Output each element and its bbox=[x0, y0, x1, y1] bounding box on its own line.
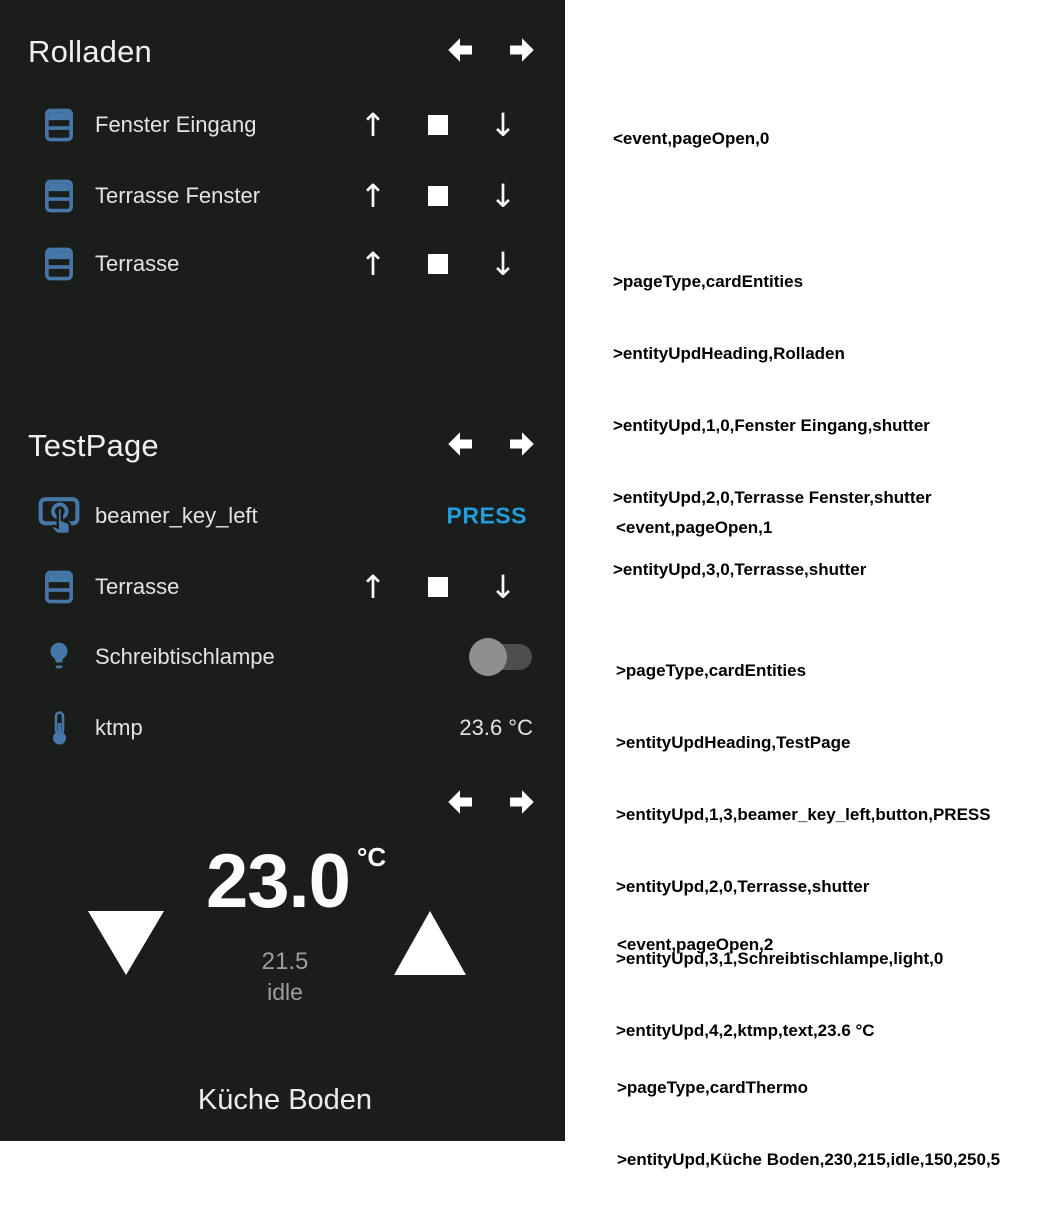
toggle-knob bbox=[469, 638, 507, 676]
light-toggle-switch[interactable] bbox=[470, 644, 532, 670]
shutter-stop-button[interactable] bbox=[428, 115, 448, 135]
log-line: >entityUpd,Küche Boden,230,215,idle,150,250,5 bbox=[617, 1150, 1001, 1169]
entity-label: Schreibtischlampe bbox=[95, 644, 275, 669]
entity-row bbox=[0, 696, 565, 760]
log-line: >pageType,cardEntities bbox=[613, 272, 804, 291]
entity-label: Terrasse bbox=[95, 251, 180, 276]
arrow-right-bold-icon bbox=[503, 32, 541, 68]
shutter-stop-button[interactable] bbox=[428, 254, 448, 274]
hvac-state: idle bbox=[267, 979, 303, 1005]
page-prev-button[interactable] bbox=[441, 784, 479, 820]
window-shutter-icon bbox=[44, 108, 74, 142]
entity-label: Terrasse bbox=[95, 574, 180, 599]
shutter-stop-button[interactable] bbox=[428, 577, 448, 597]
entity-row bbox=[0, 164, 565, 228]
entity-row bbox=[0, 555, 565, 619]
entity-row bbox=[0, 625, 565, 689]
shutter-up-button[interactable]: ↑ bbox=[359, 106, 387, 144]
shutter-down-button[interactable]: ↓ bbox=[489, 177, 517, 215]
entity-label: beamer_key_left bbox=[95, 503, 258, 528]
log-block-page2 bbox=[617, 885, 1000, 1220]
page-prev-button[interactable] bbox=[441, 32, 479, 68]
lightbulb-icon bbox=[46, 641, 72, 673]
log-line: >entityUpd,1,3,beamer_key_left,button,PRESS bbox=[616, 805, 991, 824]
page-next-button[interactable] bbox=[503, 32, 541, 68]
entity-label: ktmp bbox=[95, 715, 143, 740]
thermostat-name: Küche Boden bbox=[197, 1084, 373, 1116]
log-line: >entityUpd,1,0,Fenster Eingang,shutter bbox=[613, 416, 930, 435]
log-line: >entityUpdHeading,TestPage bbox=[616, 733, 851, 752]
log-line: <event,pageOpen,1 bbox=[616, 518, 773, 537]
shutter-down-button[interactable]: ↓ bbox=[489, 245, 517, 283]
entity-row bbox=[0, 484, 565, 548]
log-line: >entityUpdHeading,Rolladen bbox=[613, 344, 845, 363]
shutter-stop-button[interactable] bbox=[428, 186, 448, 206]
entity-label: Fenster Eingang bbox=[95, 112, 257, 137]
log-line: >entityUpd,2,0,Terrasse,shutter bbox=[616, 877, 870, 896]
arrow-right-bold-icon bbox=[503, 426, 541, 462]
entity-label: Terrasse Fenster bbox=[95, 183, 261, 208]
page-next-button[interactable] bbox=[503, 426, 541, 462]
page-prev-button[interactable] bbox=[441, 426, 479, 462]
page-title: Rolladen bbox=[28, 34, 152, 69]
log-line: >entityUpd,2,0,Terrasse Fenster,shutter bbox=[613, 488, 932, 507]
shutter-up-button[interactable]: ↑ bbox=[359, 177, 387, 215]
log-line: >entityUpd,3,1,Schreibtischlampe,light,0 bbox=[616, 949, 944, 968]
window-shutter-icon bbox=[44, 247, 74, 281]
temperature-unit: °C bbox=[357, 842, 387, 872]
window-shutter-icon bbox=[44, 570, 74, 604]
gesture-tap-button-icon bbox=[38, 497, 80, 535]
target-temperature: 21.5 bbox=[261, 948, 309, 975]
log-line: >entityUpd,4,2,ktmp,text,23.6 °C bbox=[616, 1021, 875, 1040]
entity-row bbox=[0, 93, 565, 157]
arrow-left-bold-icon bbox=[441, 784, 479, 820]
log-line: >pageType,cardEntities bbox=[616, 661, 807, 680]
window-shutter-icon bbox=[44, 179, 74, 213]
shutter-up-button[interactable]: ↑ bbox=[359, 245, 387, 283]
log-line: >entityUpd,3,0,Terrasse,shutter bbox=[613, 560, 867, 579]
shutter-up-button[interactable]: ↑ bbox=[359, 568, 387, 606]
page-title: TestPage bbox=[28, 428, 159, 463]
shutter-down-button[interactable]: ↓ bbox=[489, 106, 517, 144]
arrow-right-bold-icon bbox=[503, 784, 541, 820]
sensor-value: 23.6 °C bbox=[459, 715, 533, 740]
current-temperature: 23.0 bbox=[206, 839, 350, 924]
thermometer-icon bbox=[51, 711, 68, 745]
shutter-down-button[interactable]: ↓ bbox=[489, 568, 517, 606]
arrow-left-bold-icon bbox=[441, 32, 479, 68]
arrow-left-bold-icon bbox=[441, 426, 479, 462]
log-line: >pageType,cardThermo bbox=[617, 1078, 808, 1097]
page-next-button[interactable] bbox=[503, 784, 541, 820]
entity-row bbox=[0, 232, 565, 296]
log-line: <event,pageOpen,2 bbox=[617, 935, 774, 954]
press-button[interactable]: PRESS bbox=[446, 502, 527, 529]
log-line: <event,pageOpen,0 bbox=[613, 129, 770, 148]
